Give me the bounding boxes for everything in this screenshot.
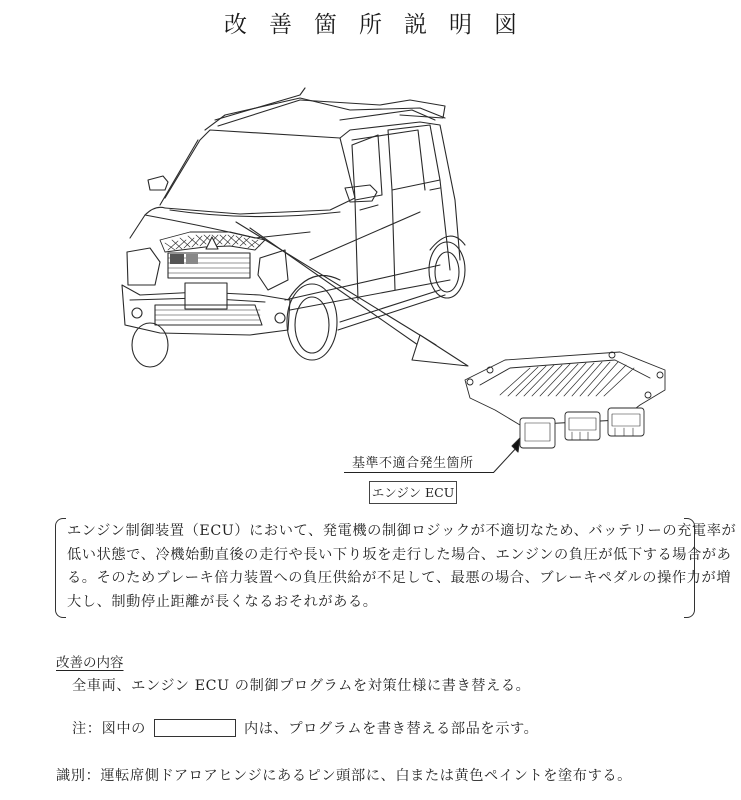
part-name-box: エンジン ECU: [369, 481, 457, 504]
improvement-heading: 改善の内容: [56, 655, 124, 671]
description-line: 低い状態で、冷機始動直後の走行や長い下り坂を走行した場合、エンジンの負圧が低下する場合があ: [67, 546, 732, 563]
defect-description-box: [55, 518, 737, 618]
figure-area: [0, 40, 741, 500]
description-line: エンジン制御装置（ECU）において、発電機の制御ロジックが不適切なため、バッテリーの充電率が: [67, 523, 737, 539]
note-legend-box: [154, 719, 236, 737]
note-suffix: 内は、プログラムを書き替える部品を示す。: [243, 721, 539, 737]
defect-location-label: 基準不適合発生箇所: [352, 456, 474, 471]
identification-text: 識別：運転席側ドアロアヒンジにあるピン頭部に、白または黄色ペイントを塗布する。: [56, 768, 632, 784]
callout-leader-line: [344, 472, 494, 473]
description-line: る。そのためブレーキ倍力装置への負圧供給が不足して、最悪の場合、ブレーキペダルの操作力が増: [67, 570, 732, 586]
defect-description: [67, 520, 737, 614]
note-prefix: 注：図中の: [72, 721, 146, 737]
note-line: [72, 718, 538, 738]
page-title: 改善箇所説明図: [224, 12, 539, 38]
ecu-drawing: [465, 352, 665, 448]
vehicle-drawing: [0, 40, 741, 500]
improvement-body: 全車両、エンジン ECU の制御プログラムを対策仕様に書き替える。: [72, 678, 531, 694]
left-bracket: [55, 518, 66, 618]
description-line: 大し、制動停止距離が長くなるおそれがある。: [67, 593, 378, 610]
